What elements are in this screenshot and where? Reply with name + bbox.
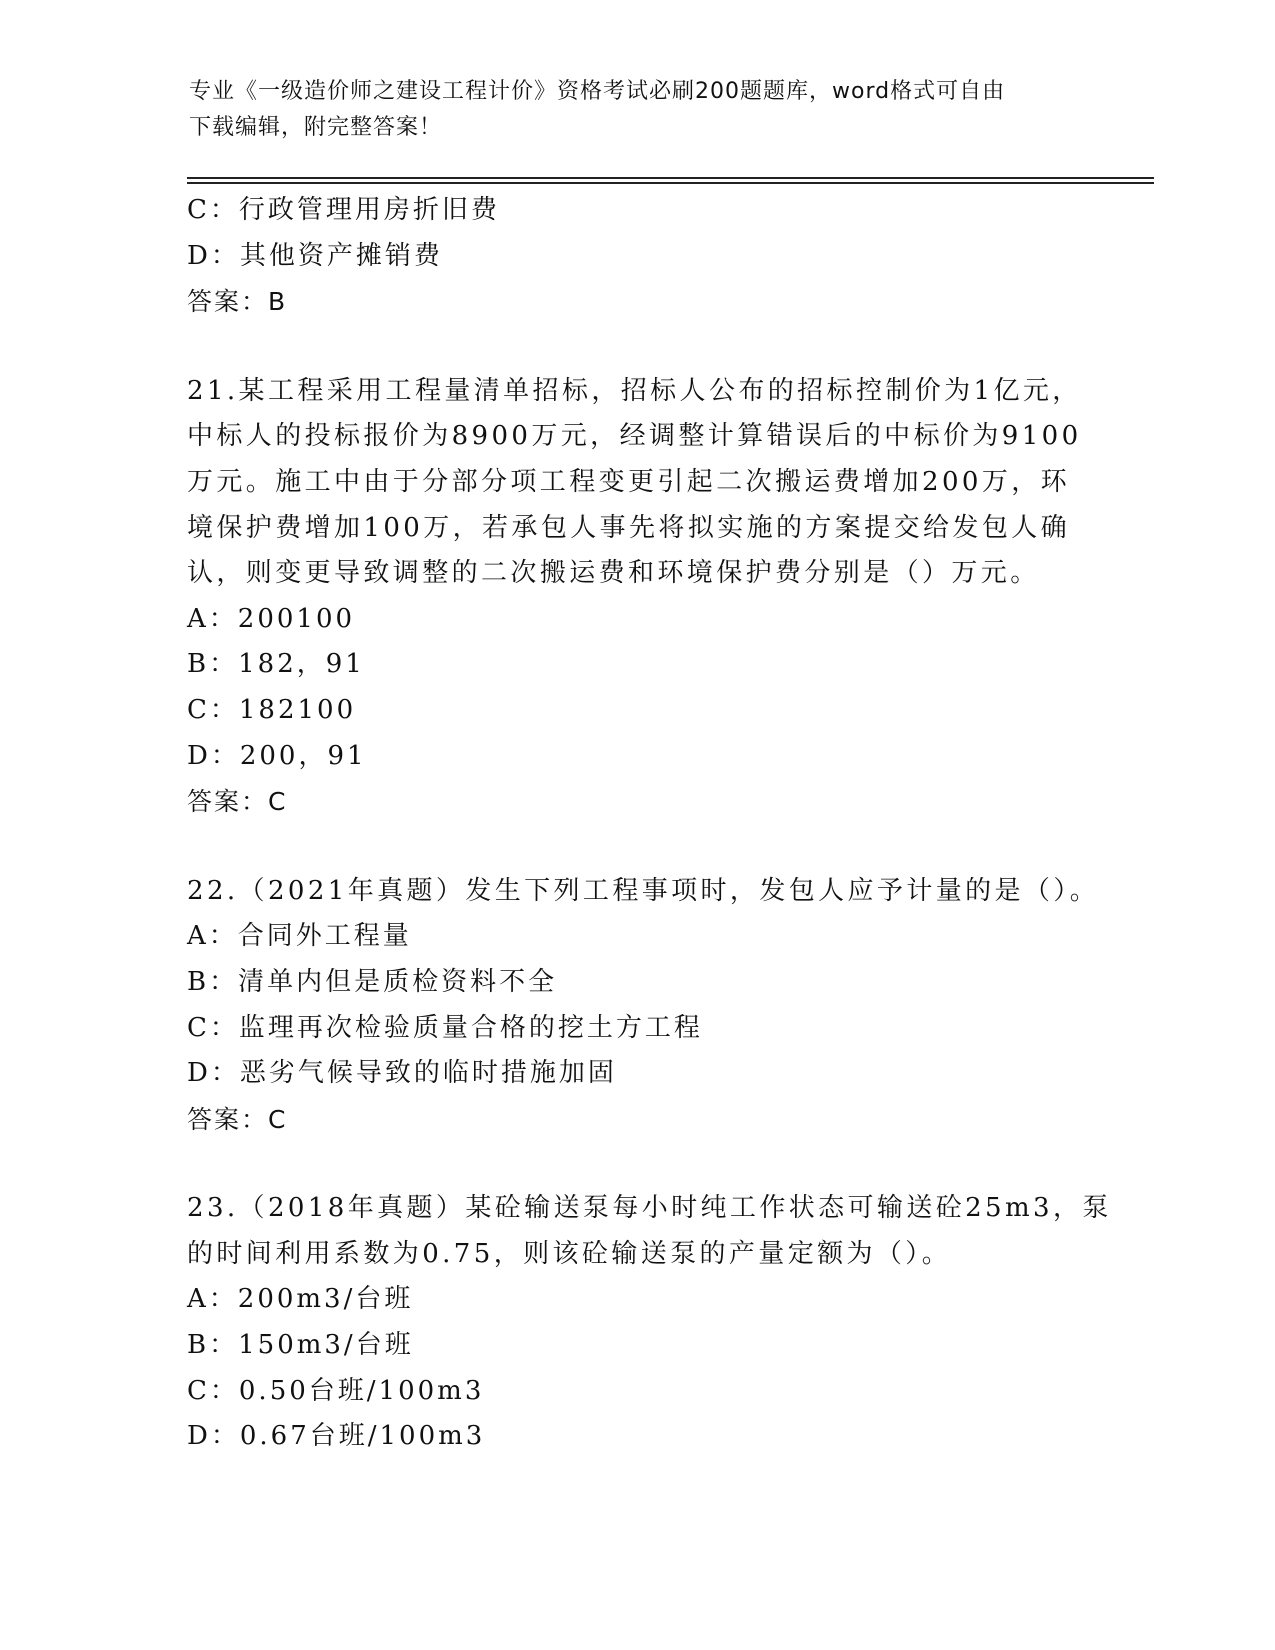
option-d: D：其他资产摊销费 [187,240,443,271]
option-d: D：0.67台班/100m3 [187,1421,486,1452]
question-stem-line: 21.某工程采用工程量清单招标，招标人公布的招标控制价为1亿元， [187,375,1082,406]
option-c: C：182100 [187,694,357,725]
question-content [187,188,1112,1460]
option-d: D：恶劣气候导致的临时措施加固 [187,1058,617,1089]
question-stem-line: 中标人的投标报价为8900万元，经调整计算错误后的中标价为9100 [187,421,1082,452]
question-21 [187,369,1087,825]
document-header [189,74,1069,146]
question-22 [187,869,1100,1143]
header-divider-top [187,177,1154,179]
question-stem-line: 23.（2018年真题）某砼输送泵每小时纯工作状态可输送砼25m3，泵 [187,1193,1112,1224]
question-20-tail [187,188,1087,325]
question-spacer [187,1142,1087,1186]
option-b: B：清单内但是质检资料不全 [187,966,558,997]
question-spacer [187,325,1087,369]
question-stem-line: 万元。施工中由于分部分项工程变更引起二次搬运费增加200万，环 [187,466,1071,497]
option-c: C：行政管理用房折旧费 [187,195,500,225]
option-b: B：150m3/台班 [187,1330,414,1361]
option-a: A：200m3/台班 [187,1284,414,1315]
option-a: A：200100 [187,603,356,634]
option-b: B：182，91 [187,649,365,680]
option-c: C：监理再次检验质量合格的挖土方工程 [187,1012,703,1043]
answer-line: 答案：C [187,1104,288,1134]
question-stem-line: 认，则变更导致调整的二次搬运费和环境保护费分别是（）万元。 [187,558,1040,589]
question-stem-line: 的时间利用系数为0.75，则该砼输送泵的产量定额为（）。 [187,1238,952,1269]
header-line-2: 下载编辑，附完整答案！ [189,115,443,140]
header-line-1: 专业《一级造价师之建设工程计价》资格考试必刷200题题库，word格式可自由 [189,79,1006,104]
option-d: D：200，91 [187,740,367,771]
question-spacer [187,825,1087,869]
question-stem-line: 22.（2021年真题）发生下列工程事项时，发包人应予计量的是（）。 [187,875,1100,906]
question-stem-line: 境保护费增加100万，若承包人事先将拟实施的方案提交给发包人确 [187,512,1071,543]
option-a: A：合同外工程量 [187,921,412,952]
option-c: C：0.50台班/100m3 [187,1375,485,1406]
question-23 [187,1186,1112,1460]
answer-line: 答案：B [187,287,288,317]
header-divider-bottom [187,182,1154,184]
answer-line: 答案：C [187,787,288,817]
